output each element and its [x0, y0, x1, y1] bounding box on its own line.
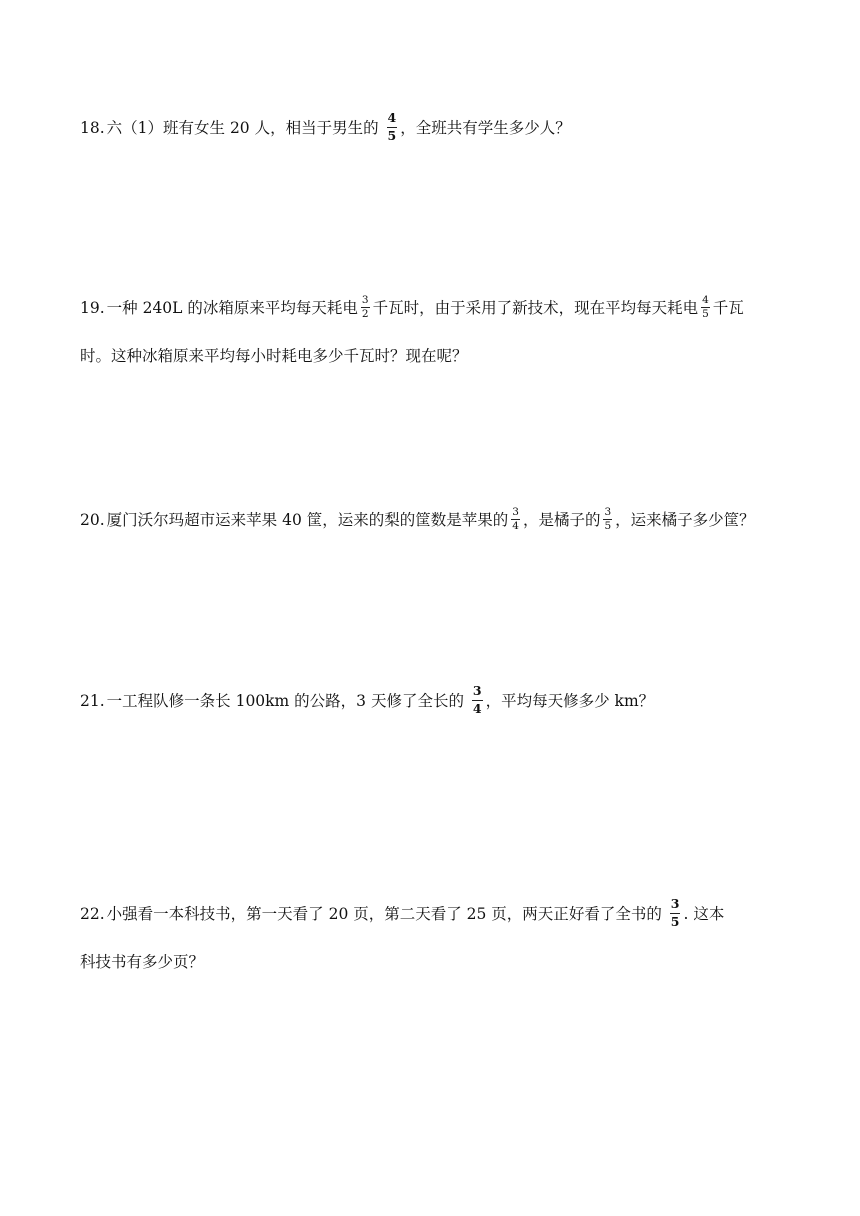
question-number: 21. [80, 692, 105, 710]
question-number: 19. [80, 299, 105, 317]
question-20 [80, 496, 785, 544]
fraction: $\frac{3}{4}$ [512, 506, 519, 532]
question-18 [80, 104, 785, 152]
question-text: 六（1）班有女生 20 人，相当于男生的 [106, 119, 379, 137]
question-text: 千瓦 [712, 299, 744, 317]
question-text: ，平均每天修多少 km？ [485, 692, 655, 710]
fraction: $\frac{3}{2}$ [361, 294, 369, 320]
question-text: 科技书有多少页？ [80, 953, 205, 971]
question-text: ，是橘子的 [522, 511, 601, 529]
question-21 [80, 677, 785, 725]
question-text: 时。这种冰箱原来平均每小时耗电多少千瓦时？现在呢？ [80, 347, 468, 365]
question-text: 厦门沃尔玛超市运来苹果 40 筐，运来的梨的筐数是苹果的 [106, 511, 509, 529]
question-text: 一工程队修一条长 100km 的公路，3 天修了全长的 [106, 692, 464, 710]
fraction: $\frac{4}{5}$ [702, 294, 709, 320]
question-text: 一种 240L 的冰箱原来平均每天耗电 [106, 299, 358, 317]
question-number: 20. [80, 511, 105, 529]
question-text: ，全班共有学生多少人？ [400, 119, 571, 137]
fraction: $\frac{3}{4}$ [472, 683, 482, 716]
question-19 [80, 284, 785, 380]
question-text: ，运来橘子多少筐？ [615, 511, 755, 529]
question-text: . 这本 [683, 905, 725, 923]
question-number: 22. [80, 905, 105, 923]
fraction: $\frac{3}{5}$ [670, 896, 680, 929]
question-text: 小强看一本科技书，第一天看了 20 页，第二天看了 25 页，两天正好看了全书的 [106, 905, 662, 923]
fraction: $\frac{3}{5}$ [604, 506, 612, 532]
question-number: 18. [80, 119, 105, 137]
fraction: $\frac{4}{5}$ [387, 110, 397, 143]
question-text: 千瓦时，由于采用了新技术，现在平均每天耗电 [372, 299, 699, 317]
question-22 [80, 890, 785, 986]
